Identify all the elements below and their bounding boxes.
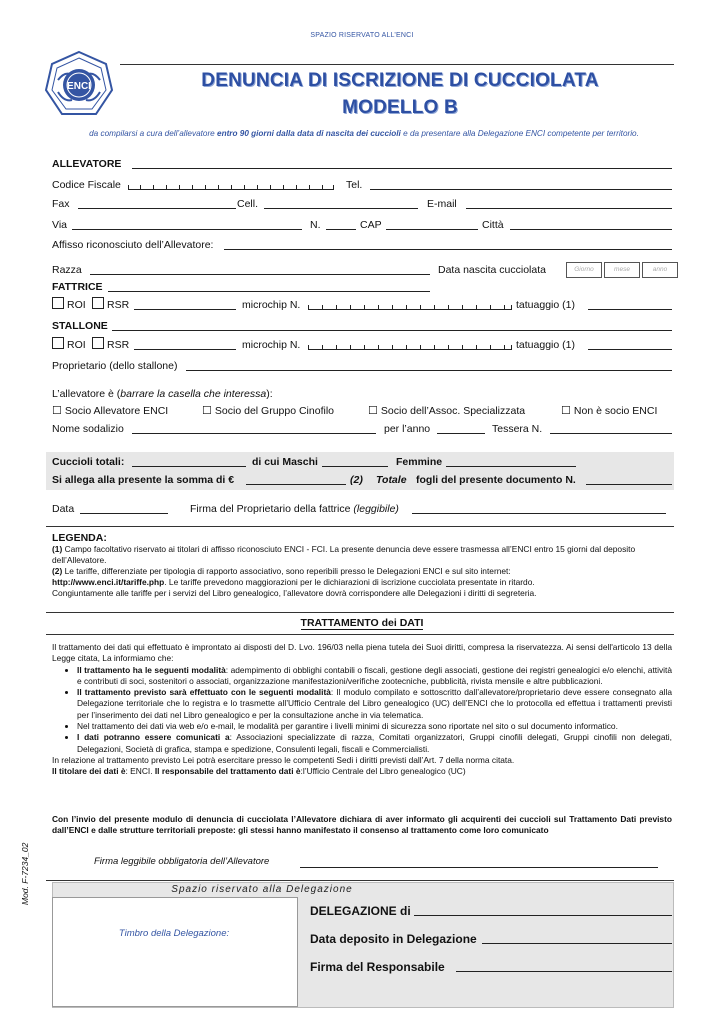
femmine-field[interactable] [446, 466, 576, 467]
firma-responsabile-label: Firma del Responsabile [310, 960, 445, 974]
proprietario-label: Proprietario (dello stallone) [52, 360, 178, 372]
instructions: da compilarsi a cura dell’allevatore entro 90 giorni dalla data di nascita dei cuccioli e da presentare alla Delegazione ENCI competente per territorio. [89, 129, 639, 138]
microchip-label: microchip N. [242, 299, 301, 311]
fattrice-roi[interactable] [52, 297, 86, 313]
email-label: E-mail [427, 198, 457, 210]
option-assoc-specializzata[interactable]: ☐ Socio dell’Assoc. Specializzata [368, 405, 526, 417]
stamp-area[interactable] [52, 897, 298, 1007]
fogli-field[interactable] [586, 484, 672, 485]
stallone-field[interactable] [112, 330, 672, 331]
via-label: Via [52, 219, 67, 231]
allevatore-field[interactable] [132, 168, 672, 169]
email-field[interactable] [466, 208, 672, 209]
privacy-title: TRATTAMENTO dei DATI [300, 617, 424, 629]
stallone-roi[interactable] [52, 337, 86, 353]
tessera-label: Tessera N. [492, 423, 543, 435]
per-anno-label: per l’anno [384, 423, 431, 435]
tatuaggio-label: tatuaggio (1) [516, 299, 575, 311]
fax-label: Fax [52, 198, 70, 210]
maschi-label: di cui Maschi [252, 456, 318, 468]
row-sodalizio [52, 421, 674, 437]
affisso-field[interactable] [224, 249, 672, 250]
fattrice-tatuaggio-field[interactable] [588, 309, 672, 310]
fattrice-field[interactable] [108, 291, 430, 292]
row-membership-options [52, 403, 674, 419]
maschi-field[interactable] [322, 466, 388, 467]
stallone-tatuaggio-field[interactable] [588, 349, 672, 350]
row-somma [52, 472, 674, 488]
razza-field[interactable] [90, 274, 430, 275]
separator [46, 612, 674, 613]
codice-fiscale-field[interactable] [128, 179, 334, 190]
fax-field[interactable] [78, 208, 236, 209]
data-nascita-label: Data nascita cucciolata [438, 264, 546, 276]
data-deposito-label: Data deposito in Delegazione [310, 932, 477, 946]
tessera-field[interactable] [550, 433, 672, 434]
row-affisso [52, 237, 674, 253]
legend-title: LEGENDA: [52, 532, 107, 544]
tel-field[interactable] [370, 189, 672, 190]
stallone-microchip-field[interactable] [308, 339, 512, 350]
firma-responsabile-field[interactable] [456, 971, 672, 972]
codice-fiscale-label: Codice Fiscale [52, 179, 121, 191]
option-gruppo-cinofilo[interactable]: ☐ Socio del Gruppo Cinofilo [202, 405, 334, 417]
cuccioli-totali-field[interactable] [132, 466, 246, 467]
somma-field[interactable] [246, 484, 346, 485]
nome-sodalizio-field[interactable] [132, 433, 376, 434]
femmine-label: Femmine [396, 456, 443, 468]
separator [46, 634, 674, 635]
row-cuccioli [52, 454, 674, 470]
fattrice-rsr[interactable] [92, 297, 129, 313]
fogli-label: fogli del presente documento N. [416, 474, 576, 486]
svg-text:ENCI: ENCI [67, 81, 91, 92]
somma-label: Si allega alla presente la somma di € [52, 474, 235, 486]
cap-field[interactable] [386, 229, 478, 230]
row-stallone-ids [52, 337, 674, 353]
data-field[interactable] [80, 513, 168, 514]
row-delegazione [310, 903, 672, 919]
rsr-label: RSR [107, 299, 130, 311]
enci-logo [44, 50, 114, 120]
rsr-checkbox[interactable] [92, 337, 104, 349]
cap-label: CAP [360, 219, 382, 231]
firma-allevatore-field[interactable] [300, 867, 658, 868]
row-allevatore [52, 156, 674, 172]
stallone-label: STALLONE [52, 320, 108, 332]
affisso-label: Affisso riconosciuto dell’Allevatore: [52, 239, 214, 251]
delegation-title: Spazio riservato alla Delegazione [171, 884, 353, 895]
row-fattrice-ids [52, 297, 674, 313]
row-data-deposito [310, 931, 672, 947]
stallone-rsr-field[interactable] [134, 349, 236, 350]
row-codice-fiscale [52, 177, 674, 193]
rsr-label: RSR [107, 339, 130, 351]
per-anno-field[interactable] [437, 433, 485, 434]
row-razza [52, 262, 674, 278]
anno-field[interactable]: anno [642, 262, 678, 278]
firma-label: Firma del Proprietario della fattrice (leggibile) [190, 503, 399, 515]
row-firma-responsabile [310, 959, 672, 975]
data-deposito-field[interactable] [482, 943, 672, 944]
page-title: DENUNCIA DI ISCRIZIONE DI CUCCIOLATA [201, 70, 599, 91]
option-socio-allevatore[interactable]: ☐ Socio Allevatore ENCI [52, 405, 169, 417]
proprietario-field[interactable] [186, 370, 672, 371]
roi-checkbox[interactable] [52, 337, 64, 349]
microchip-label: microchip N. [242, 339, 301, 351]
form-code: Mod. F-7234_02 [20, 842, 30, 905]
tel-label: Tel. [346, 179, 363, 191]
totale-label: Totale [376, 474, 407, 486]
reserved-enci-label: SPAZIO RISERVATO ALL’ENCI [310, 32, 414, 39]
privacy-text: Il trattamento dei dati qui effettuato è improntato ai disposti del D. Lvo. 196/03 nella piena tutela dei Suoi diritti, compresa la riservatezza. Ai sensi dell'articolo 13 della Legge citata, La informiamo che: • Il trattamento ha le seguenti modalità: adempimento di obblighi contabili o fiscali, gestione degli associati, gestione dei registri genealogici e/o elenchi, attività e contributi di soci, sostenitori o associati, organizzazione manifestazioni/verifiche zootecniche, pubblicità, rivista mensile e altre pubblicazioni. • Il trattamento previsto sarà effettuato con le seguenti modalità: Il modulo compilato e sottoscritto dall’allevatore/proprietario deve essere consegnato alla Delegazione territoriale che lo registra e lo trasmette all’Ufficio Centrale del Libro genealogico (UC) dell’ENCI che lo protocolla ed effettua i trattamenti previsti per l’inserimento dei dati nel Libro genealogico e per la consultazione anche in via telematica. • Nel trattamento dei dati via web e/o e-mail, le modalità per garantire i livelli minimi di sicurezza sono riportate nel sito o sul documento informatico. • I dati potranno essere comunicati a: Associazioni specializzate di razza, Comitati organizzatori, Gruppi cinofili delegati, Gruppi cinofili non delegati, Delegazioni, Società di grafica, stampa e spedizione, Consulenti legali, fiscali e Commercialisti. In relazione al trattamento previsto Lei potrà esercitare presso le competenti Sedi i diritti previsti dall’Art. 7 della norma citata. Il titolare dei dati è: ENCI. Il responsabile del trattamento dati è:l’Ufficio Centrale del Libro genealogico (UC) [52, 642, 672, 778]
tariffe-link[interactable]: http://www.enci.it/tariffe.php [52, 577, 165, 587]
row-stallone [52, 318, 674, 334]
roi-label: ROI [67, 299, 86, 311]
mese-field[interactable]: mese [604, 262, 640, 278]
citta-field[interactable] [510, 229, 672, 230]
n-field[interactable] [326, 229, 356, 230]
delegazione-field[interactable] [414, 915, 672, 916]
row-proprietario [52, 358, 674, 374]
nome-sodalizio-label: Nome sodalizio [52, 423, 124, 435]
firma-field[interactable] [412, 513, 666, 514]
row-fax [52, 196, 674, 212]
n-label: N. [310, 219, 321, 231]
delegazione-label: DELEGAZIONE di [310, 904, 411, 918]
fattrice-label: FATTRICE [52, 281, 103, 293]
fattrice-rsr-field[interactable] [134, 309, 236, 310]
giorno-field[interactable]: Giorno [566, 262, 602, 278]
row-fattrice [52, 279, 674, 295]
legend-text: (1) Campo facoltativo riservato ai titolari di affisso riconosciuto ENCI - FCI. La presente denuncia deve essere trasmessa all’ENCI entro 15 giorni dal deposito dell’Allevatore. (2) Le tariffe, differenziate per tipologia di rapporto associativo, sono reperibili presso le Delegazioni ENCI e sul sito internet: http://www.enci.it/tariffe.php. Le tariffe prevedono maggiorazioni per le dichiarazioni di iscrizione cucciolata presentate in ritardo. Congiuntamente alle tariffe per i servizi del Libro genealogico, l’allevatore dovrà corrispondere alle Delegazioni i diritti di segreteria. [52, 544, 636, 598]
fattrice-microchip-field[interactable] [308, 299, 512, 310]
separator [46, 880, 674, 881]
consent-text: Con l’invio del presente modulo di denuncia di cucciolata l’Allevatore dichiara di aver informato gli acquirenti dei cuccioli sul Trattamento Dati previsto dall’ENCI e dalle strutture territoriali preposte: gli stessi hanno manifestato il consenso al trattamento come loro comunicato [52, 814, 672, 836]
cuccioli-totali-label: Cuccioli totali: [52, 456, 125, 468]
page-subtitle-model: MODELLO B [342, 97, 458, 118]
cell-label: Cell. [237, 198, 259, 210]
row-via [52, 217, 674, 233]
roi-checkbox[interactable] [52, 297, 64, 309]
rsr-checkbox[interactable] [92, 297, 104, 309]
cell-field[interactable] [264, 208, 418, 209]
option-non-socio[interactable]: ☐ Non è socio ENCI [561, 405, 658, 417]
stallone-rsr[interactable] [92, 337, 129, 353]
citta-label: Città [482, 219, 504, 231]
firma-allevatore-label: Firma leggibile obbligatoria dell’Allevatore [94, 856, 270, 867]
via-field[interactable] [72, 229, 302, 230]
membership-intro: L’allevatore è (barrare la casella che interessa): [52, 388, 273, 400]
data-label: Data [52, 503, 75, 515]
separator [46, 526, 674, 527]
header-rule [120, 64, 674, 65]
row-membership-intro [52, 386, 674, 402]
roi-label: ROI [67, 339, 86, 351]
tatuaggio-label: tatuaggio (1) [516, 339, 575, 351]
allevatore-label: ALLEVATORE [52, 158, 122, 170]
row-data-firma [52, 501, 674, 517]
nota-2-ref: (2) [350, 474, 363, 486]
stamp-label: Timbro della Delegazione: [118, 928, 230, 939]
razza-label: Razza [52, 264, 82, 276]
